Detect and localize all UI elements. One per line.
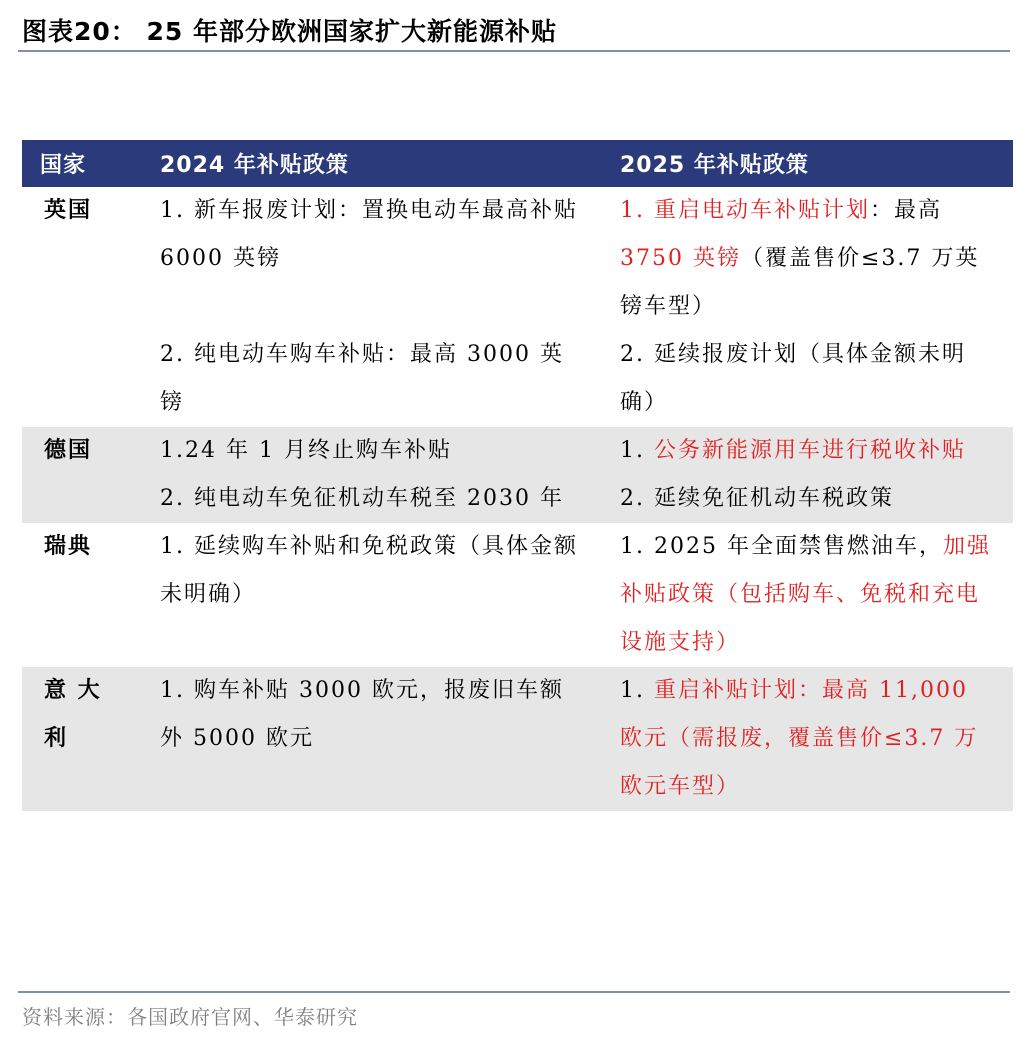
plain-text: 1.: [620, 678, 654, 703]
policy-2024-cell: 2. 纯电动车购车补贴：最高 3000 英镑: [160, 342, 564, 415]
highlight-text: 公务新能源用车进行税收补贴: [653, 438, 966, 463]
policy-2025-cell: [602, 427, 1013, 475]
table-row-uk: [22, 187, 1013, 331]
table-row-germany: [22, 427, 1013, 475]
country-cell: 德国: [22, 427, 142, 523]
source-note: 资料来源：各国政府官网、华泰研究: [22, 1005, 358, 1029]
country-cell: 瑞典: [44, 534, 93, 559]
policy-2025-cell: [602, 523, 1013, 667]
policy-2024-cell: 1. 新车报废计划：置换电动车最高补贴 6000 英镑: [160, 198, 578, 271]
header-2024: 2024 年补贴政策: [142, 140, 602, 187]
policy-2025-cell: 2. 延续免征机动车税政策: [602, 475, 1013, 523]
plain-text: （覆盖售价≤3.7 万英镑车型）: [620, 246, 980, 319]
plain-text: ：最高: [869, 198, 942, 223]
header-2025: 2025 年补贴政策: [602, 140, 1013, 187]
plain-text: 1.: [620, 438, 654, 463]
country-cell: 英国: [44, 198, 93, 223]
policy-2024-cell: 1. 延续购车补贴和免税政策（具体金额未明确）: [160, 534, 578, 607]
policy-2025-cell: 2. 延续报废计划（具体金额未明确）: [620, 342, 966, 415]
plain-text: 1. 2025 年全面禁售燃油车，: [620, 534, 943, 559]
top-rule: [18, 50, 1010, 52]
country-cell: 意 大利: [22, 667, 142, 811]
policy-2024-cell: 1. 购车补贴 3000 欧元，报废旧车额外 5000 欧元: [142, 667, 602, 811]
subsidy-table: [22, 140, 1013, 811]
policy-2025-cell: [602, 667, 1013, 811]
highlight-text: 重启补贴计划：最高 11,000 欧元（需报废，覆盖售价≤3.7 万欧元车型）: [620, 678, 979, 799]
table-row-sweden: [22, 523, 1013, 667]
highlight-text: 3750 英镑: [620, 246, 741, 271]
highlight-text: 加强补贴政策（包括购车、免税和充电设施支持）: [620, 534, 991, 655]
table-row-uk-2: [22, 331, 1013, 427]
table-row-italy: [22, 667, 1013, 811]
policy-2025-cell: [602, 187, 1013, 331]
header-country: 国家: [22, 140, 142, 187]
highlight-text: 1. 重启电动车补贴计划: [620, 198, 870, 223]
table-row-germany-2: [22, 475, 1013, 523]
policy-2024-cell: 1.24 年 1 月终止购车补贴: [142, 427, 602, 475]
figure-title: 图表20： 25 年部分欧洲国家扩大新能源补贴: [22, 17, 557, 46]
policy-2024-cell: 2. 纯电动车免征机动车税至 2030 年: [142, 475, 602, 523]
bottom-rule: [18, 991, 1010, 993]
table-header-row: [22, 140, 1013, 187]
